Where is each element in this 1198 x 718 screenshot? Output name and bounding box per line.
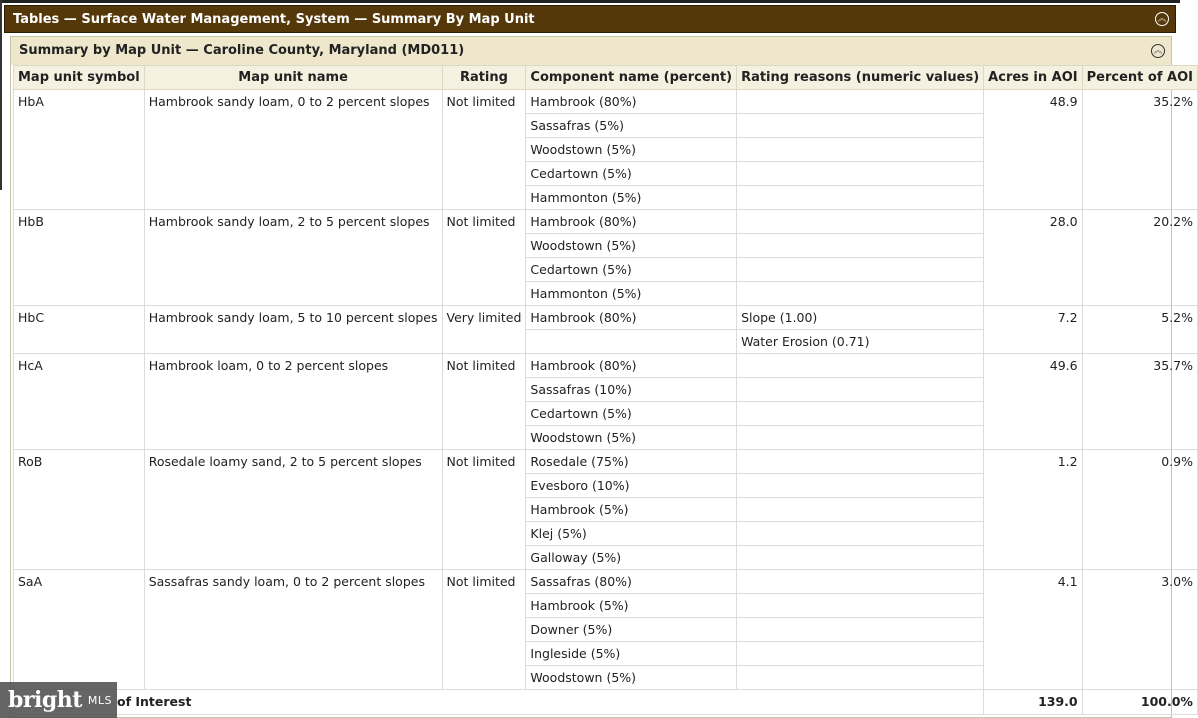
column-header[interactable]: Component name (percent) <box>526 66 737 90</box>
component-name: Cedartown (5%) <box>526 402 737 426</box>
summary-table <box>13 65 1198 715</box>
map-unit-symbol: RoB <box>14 450 145 570</box>
component-name: Downer (5%) <box>526 618 737 642</box>
table-row <box>14 354 1198 378</box>
rating-reason <box>737 546 984 570</box>
percent-of-aoi: 35.2% <box>1082 90 1197 210</box>
rating-reason <box>737 162 984 186</box>
rating-reason <box>737 378 984 402</box>
map-unit-symbol: HbA <box>14 90 145 210</box>
column-header[interactable]: Map unit symbol <box>14 66 145 90</box>
rating-reason <box>737 114 984 138</box>
component-name: Hambrook (80%) <box>526 354 737 378</box>
table-body <box>14 90 1198 715</box>
rating-reason <box>737 426 984 450</box>
acres-in-aoi: 28.0 <box>984 210 1082 306</box>
rating-reason <box>737 594 984 618</box>
acres-in-aoi: 4.1 <box>984 570 1082 690</box>
component-name: Woodstown (5%) <box>526 426 737 450</box>
component-name: Woodstown (5%) <box>526 138 737 162</box>
component-name: Hambrook (5%) <box>526 594 737 618</box>
map-unit-name: Hambrook sandy loam, 2 to 5 percent slopes <box>144 210 442 306</box>
percent-of-aoi: 35.7% <box>1082 354 1197 450</box>
component-name: Woodstown (5%) <box>526 666 737 690</box>
component-name: Hambrook (80%) <box>526 90 737 114</box>
table-row <box>14 450 1198 474</box>
bright-mls-logo <box>0 682 117 718</box>
collapse-section-icon[interactable]: ︽ <box>1151 44 1165 58</box>
acres-in-aoi: 7.2 <box>984 306 1082 354</box>
rating-reason <box>737 474 984 498</box>
window-left-border <box>0 0 2 190</box>
rating-reason <box>737 570 984 594</box>
rating-reason <box>737 498 984 522</box>
total-row <box>14 690 1198 715</box>
rating-reason <box>737 522 984 546</box>
window-top-border <box>0 0 1180 3</box>
map-unit-name: Hambrook loam, 0 to 2 percent slopes <box>144 354 442 450</box>
map-unit-name: Hambrook sandy loam, 5 to 10 percent slopes <box>144 306 442 354</box>
percent-of-aoi: 20.2% <box>1082 210 1197 306</box>
column-header[interactable]: Rating reasons (numeric values) <box>737 66 984 90</box>
percent-of-aoi: 3.0% <box>1082 570 1197 690</box>
component-name: Hammonton (5%) <box>526 186 737 210</box>
section-title: Summary by Map Unit — Caroline County, Maryland (MD011) <box>19 43 465 58</box>
component-name: Evesboro (10%) <box>526 474 737 498</box>
component-name: Sassafras (10%) <box>526 378 737 402</box>
component-name: Sassafras (80%) <box>526 570 737 594</box>
component-name: Hambrook (80%) <box>526 210 737 234</box>
map-unit-symbol: HcA <box>14 354 145 450</box>
map-unit-name: Rosedale loamy sand, 2 to 5 percent slopes <box>144 450 442 570</box>
logo-brand: bright <box>8 687 82 713</box>
table-row <box>14 210 1198 234</box>
rating-reason <box>737 138 984 162</box>
rating-reason <box>737 450 984 474</box>
component-name: Hambrook (5%) <box>526 498 737 522</box>
rating-reason <box>737 258 984 282</box>
table-row <box>14 306 1198 330</box>
rating-reason <box>737 402 984 426</box>
rating-reason <box>737 666 984 690</box>
window-title: Tables — Surface Water Management, System — Summary By Map Unit <box>13 12 535 27</box>
section-header <box>11 37 1171 65</box>
total-label: of Interest <box>14 690 984 715</box>
map-unit-name: Sassafras sandy loam, 0 to 2 percent slopes <box>144 570 442 690</box>
total-percent: 100.0% <box>1082 690 1197 715</box>
rating: Not limited <box>442 90 526 210</box>
rating: Not limited <box>442 210 526 306</box>
component-name: Galloway (5%) <box>526 546 737 570</box>
percent-of-aoi: 5.2% <box>1082 306 1197 354</box>
rating: Not limited <box>442 570 526 690</box>
map-unit-symbol: HbB <box>14 210 145 306</box>
table-row <box>14 570 1198 594</box>
summary-panel <box>10 36 1193 718</box>
rating: Not limited <box>442 354 526 450</box>
component-name: Klej (5%) <box>526 522 737 546</box>
rating-reason <box>737 354 984 378</box>
component-name: Ingleside (5%) <box>526 642 737 666</box>
column-header[interactable]: Percent of AOI <box>1082 66 1197 90</box>
rating-reason <box>737 618 984 642</box>
component-name: Cedartown (5%) <box>526 258 737 282</box>
component-name <box>526 330 737 354</box>
rating: Not limited <box>442 450 526 570</box>
total-acres: 139.0 <box>984 690 1082 715</box>
component-name: Rosedale (75%) <box>526 450 737 474</box>
rating-reason <box>737 234 984 258</box>
map-unit-name: Hambrook sandy loam, 0 to 2 percent slopes <box>144 90 442 210</box>
map-unit-symbol: SaA <box>14 570 145 690</box>
component-name: Hambrook (80%) <box>526 306 737 330</box>
component-name: Cedartown (5%) <box>526 162 737 186</box>
rating-reason <box>737 642 984 666</box>
rating-reason <box>737 90 984 114</box>
component-name: Hammonton (5%) <box>526 282 737 306</box>
percent-of-aoi: 0.9% <box>1082 450 1197 570</box>
collapse-icon[interactable]: ︽ <box>1155 12 1169 26</box>
acres-in-aoi: 49.6 <box>984 354 1082 450</box>
logo-suffix: MLS <box>87 693 112 707</box>
component-name: Sassafras (5%) <box>526 114 737 138</box>
title-bar <box>4 5 1176 33</box>
component-name: Woodstown (5%) <box>526 234 737 258</box>
map-unit-symbol: HbC <box>14 306 145 354</box>
rating-reason: Slope (1.00) <box>737 306 984 330</box>
rating-reason <box>737 282 984 306</box>
acres-in-aoi: 48.9 <box>984 90 1082 210</box>
column-header[interactable]: Acres in AOI <box>984 66 1082 90</box>
rating-reason <box>737 186 984 210</box>
column-header[interactable]: Rating <box>442 66 526 90</box>
rating-reason <box>737 210 984 234</box>
rating: Very limited <box>442 306 526 354</box>
column-header[interactable]: Map unit name <box>144 66 442 90</box>
rating-reason: Water Erosion (0.71) <box>737 330 984 354</box>
table-header-row <box>14 66 1198 90</box>
acres-in-aoi: 1.2 <box>984 450 1082 570</box>
table-row <box>14 90 1198 114</box>
